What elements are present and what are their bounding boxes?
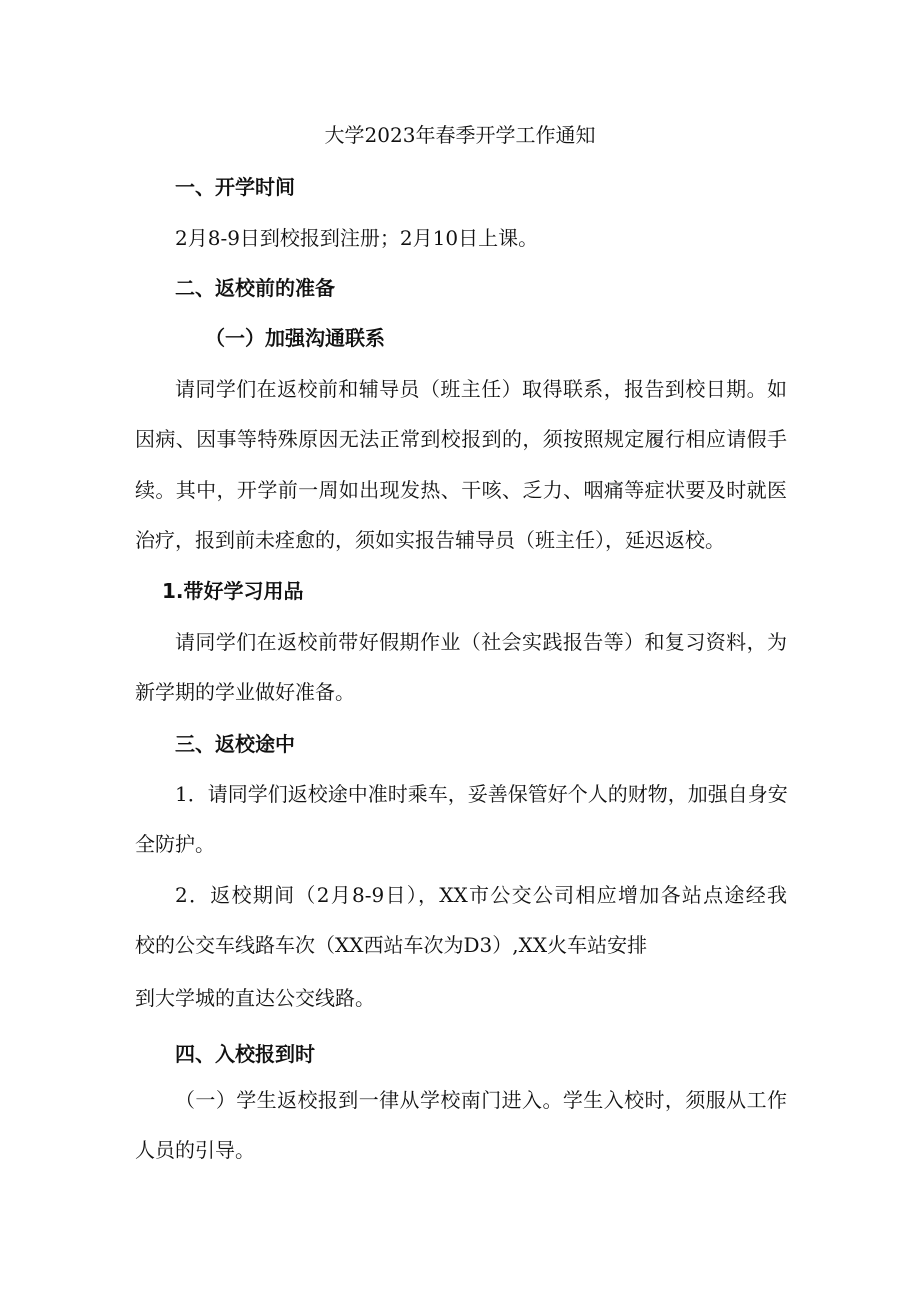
paragraph-line: 请同学们在返校前和辅导员（班主任）取得联系，报告到校日期。如 (175, 377, 787, 401)
list-item-line: 校的公交车线路车次（XX西站车次为D3）,XX火车站安排 (135, 933, 648, 957)
paragraph-line: 续。其中，开学前一周如出现发热、干咳、乏力、咽痛等症状要及时就医 (135, 478, 787, 502)
list-item-line: 到大学城的直达公交线路。 (135, 986, 375, 1010)
page-title: 大学2023年春季开学工作通知 (324, 123, 596, 147)
list-item-line: 全防护。 (135, 832, 215, 856)
section-heading-3: 三、返校途中 (175, 732, 295, 756)
section-heading-4: 四、入校报到时 (175, 1042, 315, 1066)
list-item-line: 2．返校期间（2月8-9日），XX市公交公司相应增加各站点途经我 (175, 883, 787, 907)
paragraph-line: 新学期的学业做好准备。 (135, 680, 355, 704)
list-item-line: 1．请同学们返校途中准时乘车，妥善保管好个人的财物，加强自身安 (175, 782, 788, 806)
section-heading-2: 二、返校前的准备 (175, 276, 335, 300)
paragraph-line: （一）学生返校报到一律从学校南门进入。学生入校时，须服从工作 (175, 1088, 787, 1112)
paragraph-line: 请同学们在返校前带好假期作业（社会实践报告等）和复习资料，为 (175, 630, 787, 654)
paragraph-line: 治疗，报到前未痊愈的，须如实报告辅导员（班主任），延迟返校。 (135, 528, 725, 552)
paragraph: 2月8-9日到校报到注册；2月10日上课。 (175, 226, 539, 250)
subsection-heading: 1.带好学习用品 (162, 579, 304, 603)
subsection-heading: （一）加强沟通联系 (205, 326, 385, 350)
paragraph-line: 因病、因事等特殊原因无法正常到校报到的，须按照规定履行相应请假手 (135, 427, 787, 451)
paragraph-line: 人员的引导。 (135, 1138, 255, 1162)
section-heading-1: 一、开学时间 (175, 175, 295, 199)
